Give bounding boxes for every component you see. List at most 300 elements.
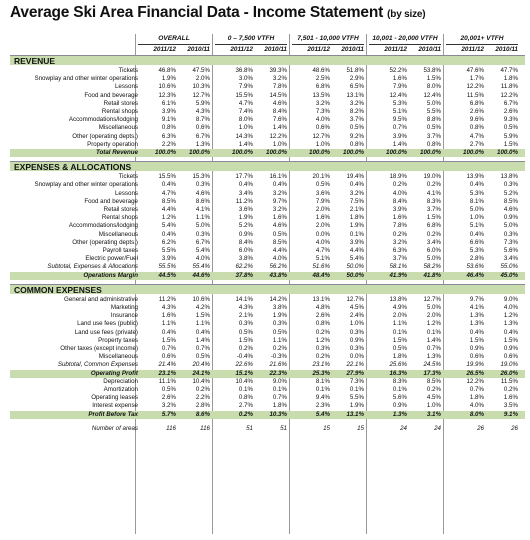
value-cell: 5.0% (469, 206, 484, 213)
table-row (10, 247, 525, 255)
value-cell: 13.9% (466, 173, 484, 181)
value-cell: 1.0% (315, 140, 330, 148)
value-cell: 0.4% (195, 328, 210, 336)
row-label: Depreciation (103, 377, 138, 385)
value-cell: 0.4% (161, 230, 176, 238)
table-row (10, 206, 525, 214)
value-cell: 4.4% (349, 247, 364, 254)
value-cell: 16.3% (389, 369, 407, 377)
value-cell: 4.7% (238, 99, 253, 107)
value-cell: 0.4% (272, 181, 287, 189)
year-label: 2010/11 (418, 46, 441, 53)
value-cell: 4.0% (315, 238, 330, 246)
value-cell: 11.5% (466, 91, 484, 99)
table-row (10, 402, 525, 410)
row-label: Tickets (118, 67, 138, 74)
table-row (10, 75, 525, 83)
value-cell: 5.4% (161, 222, 176, 230)
value-cell: 8.3% (426, 197, 441, 205)
value-cell: 0.8% (315, 320, 330, 328)
value-cell: 0.1% (392, 328, 407, 336)
value-cell: 10.3% (192, 83, 210, 91)
value-cell: 100.0% (155, 149, 176, 156)
area-count-cell: 51 (246, 424, 253, 432)
value-cell: 22.1% (346, 361, 364, 369)
value-cell: 14.2% (269, 295, 287, 303)
value-cell: 8.0% (469, 410, 484, 418)
value-cell: 13.8% (389, 295, 407, 303)
value-cell: 20.1% (312, 173, 330, 181)
value-cell: 0.2% (238, 345, 253, 352)
value-cell: 100.0% (266, 149, 287, 156)
row-label: Operating leases (91, 394, 138, 402)
value-cell: 1.2% (161, 214, 176, 222)
value-cell: 2.8% (469, 255, 484, 263)
value-cell: 5.5% (349, 394, 364, 402)
value-cell: 3.6% (238, 206, 253, 213)
value-cell: 8.7% (195, 116, 210, 124)
value-cell: 4.0% (195, 255, 210, 263)
value-cell: 10.6% (158, 83, 176, 91)
row-label: Insurance (110, 312, 138, 320)
row-label: Lessons (114, 189, 138, 197)
value-cell: 19.0% (500, 361, 518, 369)
value-cell: 1.2% (503, 312, 518, 320)
value-cell: 5.2% (238, 222, 253, 230)
value-cell: 4.8% (315, 304, 330, 311)
value-cell: 0.3% (315, 345, 330, 352)
value-cell: 55.4% (192, 263, 210, 271)
value-cell: 5.3% (469, 189, 484, 197)
row-label: Food and beverage (84, 91, 138, 99)
value-cell: 5.0% (503, 222, 518, 230)
value-cell: 12.2% (466, 83, 484, 91)
value-cell: 12.7% (346, 295, 364, 303)
value-cell: 47.5% (192, 67, 210, 74)
value-cell: 48.4% (312, 271, 330, 279)
value-cell: 3.1% (426, 410, 441, 418)
table-row (10, 370, 525, 378)
value-cell: 3.2% (272, 189, 287, 197)
value-cell: 3.2% (272, 206, 287, 213)
value-cell: 0.2% (392, 181, 407, 189)
value-cell: 2.6% (469, 108, 484, 115)
value-cell: 9.0% (272, 377, 287, 385)
value-cell: 8.2% (349, 108, 364, 115)
value-cell: 2.2% (161, 140, 176, 148)
row-label: Accommodations/lodging (68, 222, 138, 230)
value-cell: 13.1% (346, 91, 364, 99)
value-cell: 1.3% (195, 140, 210, 148)
row-label: Electric power/Fuel (85, 255, 138, 263)
row-label: Amortization (103, 386, 138, 393)
value-cell: 58.1% (389, 263, 407, 271)
value-cell: 52.2% (389, 67, 407, 74)
value-cell: 11.5% (500, 377, 518, 385)
row-label: Miscellaneous (98, 353, 138, 361)
value-cell: 0.8% (349, 140, 364, 148)
value-cell: 6.6% (469, 238, 484, 246)
value-cell: 1.1% (161, 320, 176, 328)
table-row (10, 263, 525, 271)
value-cell: 4.9% (392, 304, 407, 311)
value-cell: 6.0% (426, 247, 441, 254)
area-count-cell: 15 (323, 424, 330, 432)
row-label: Other taxes (except income) (60, 345, 138, 352)
row-label: Lessons (114, 83, 138, 91)
value-cell: 1.0% (426, 402, 441, 410)
table-row (10, 214, 525, 222)
year-label: 2010/11 (187, 46, 210, 53)
value-cell: 1.9% (349, 402, 364, 410)
value-cell: 3.5% (503, 402, 518, 410)
value-cell: 0.4% (469, 181, 484, 189)
value-cell: 0.9% (503, 214, 518, 222)
value-cell: 0.4% (469, 230, 484, 238)
value-cell: 44.5% (158, 271, 176, 279)
value-cell: 1.3% (469, 320, 484, 328)
value-cell: 5.4% (195, 247, 210, 254)
value-cell: 13.5% (312, 91, 330, 99)
value-cell: 5.2% (503, 189, 518, 197)
value-cell: 3.4% (238, 189, 253, 197)
value-cell: 10.4% (192, 377, 210, 385)
table-row (10, 329, 525, 337)
table-row (10, 116, 525, 124)
value-cell: 1.3% (469, 312, 484, 320)
value-cell: 0.4% (238, 181, 253, 189)
year-label: 2010/11 (495, 46, 518, 53)
value-cell: 0.0% (315, 230, 330, 238)
value-cell: -0.4% (236, 353, 253, 361)
value-cell: 0.2% (426, 181, 441, 189)
group-header: 7,501 - 10,000 VTFH (292, 34, 364, 45)
value-cell: 0.4% (161, 328, 176, 336)
value-cell: 11.2% (235, 197, 253, 205)
value-cell: 1.5% (469, 336, 484, 344)
value-cell: 18.9% (389, 173, 407, 181)
row-label: Property taxes (98, 336, 138, 344)
value-cell: 0.7% (161, 345, 176, 352)
value-cell: 3.4% (426, 238, 441, 246)
section-header: EXPENSES & ALLOCATIONS (10, 161, 525, 171)
value-cell: 1.4% (272, 124, 287, 132)
value-cell: 4.5% (426, 394, 441, 402)
value-cell: 1.5% (392, 336, 407, 344)
value-cell: 8.5% (503, 197, 518, 205)
value-cell: 2.2% (195, 394, 210, 402)
value-cell: 14.3% (235, 132, 253, 140)
value-cell: 0.3% (349, 328, 364, 336)
value-cell: 0.5% (349, 124, 364, 132)
value-cell: 0.5% (272, 230, 287, 238)
value-cell: 0.7% (195, 345, 210, 352)
table-row (10, 67, 525, 75)
table-row (10, 255, 525, 263)
year-label: 2011/12 (384, 46, 407, 53)
page-title (10, 4, 525, 26)
value-cell: 2.0% (315, 206, 330, 213)
value-cell: 0.1% (392, 386, 407, 393)
title-sub: (by size) (387, 9, 426, 20)
value-cell: 51.8% (346, 67, 364, 74)
section-header: COMMON EXPENSES (10, 284, 525, 294)
value-cell: 0.6% (161, 353, 176, 361)
value-cell: 4.5% (349, 304, 364, 311)
value-cell: 8.4% (238, 238, 253, 246)
table-row (10, 394, 525, 402)
row-label: General and administrative (64, 295, 138, 303)
value-cell: 0.4% (349, 181, 364, 189)
value-cell: 3.9% (392, 206, 407, 213)
value-cell: 100.0% (386, 149, 407, 156)
value-cell: 7.3% (315, 108, 330, 115)
value-cell: 0.3% (349, 345, 364, 352)
value-cell: 13.1% (312, 295, 330, 303)
value-cell: 20.4% (192, 361, 210, 369)
value-cell: 0.2% (503, 386, 518, 393)
row-label: Land use fees (private) (74, 328, 138, 336)
table-row (10, 198, 525, 206)
value-cell: 41.8% (423, 271, 441, 279)
value-cell: 5.5% (161, 247, 176, 254)
value-cell: 41.9% (389, 271, 407, 279)
row-label: Total Revenue (95, 149, 138, 156)
value-cell: 4.4% (272, 247, 287, 254)
value-cell: 23.1% (312, 361, 330, 369)
value-cell: 12.7% (192, 91, 210, 99)
value-cell: 3.2% (161, 402, 176, 410)
value-cell: 15.5% (158, 173, 176, 181)
value-cell: 5.3% (469, 247, 484, 254)
value-cell: 27.9% (346, 369, 364, 377)
value-cell: 1.9% (161, 75, 176, 83)
value-cell: 4.4% (161, 206, 176, 213)
value-cell: 5.7% (161, 410, 176, 418)
value-cell: 0.2% (426, 386, 441, 393)
value-cell: 0.0% (349, 353, 364, 361)
value-cell: 4.3% (238, 304, 253, 311)
value-cell: 3.7% (426, 206, 441, 213)
value-cell: 1.4% (238, 140, 253, 148)
value-cell: 1.4% (392, 140, 407, 148)
value-cell: 4.6% (272, 222, 287, 230)
table-row (10, 222, 525, 230)
row-label: Accommodations/lodging (68, 116, 138, 124)
value-cell: 24.5% (423, 361, 441, 369)
value-cell: 47.6% (466, 67, 484, 74)
value-cell: 22.6% (235, 361, 253, 369)
year-label: 2010/11 (264, 46, 287, 53)
value-cell: 7.6% (272, 116, 287, 124)
value-cell: 5.9% (195, 99, 210, 107)
row-label: Miscellaneous (98, 124, 138, 132)
value-cell: 3.9% (161, 108, 176, 115)
value-cell: 3.7% (426, 132, 441, 140)
value-cell: 15.5% (235, 91, 253, 99)
value-cell: 17.7% (235, 173, 253, 181)
value-cell: 12.4% (423, 91, 441, 99)
value-cell: 9.4% (315, 394, 330, 402)
value-cell: 1.4% (195, 336, 210, 344)
value-cell: 8.1% (315, 377, 330, 385)
value-cell: 17.3% (423, 369, 441, 377)
table-row (10, 361, 525, 369)
row-label: Tickets (118, 173, 138, 181)
value-cell: 6.0% (238, 247, 253, 254)
row-label: Interest expense (92, 402, 138, 410)
value-cell: 4.6% (195, 189, 210, 197)
value-cell: 4.0% (503, 304, 518, 311)
group-header: 0 – 7,500 VTFH (215, 34, 287, 45)
year-label: 2011/12 (230, 46, 253, 53)
row-label: Subtotal, Expenses & Allocations (47, 263, 138, 271)
value-cell: 4.7% (315, 247, 330, 254)
value-cell: 0.2% (315, 353, 330, 361)
value-cell: 19.4% (346, 173, 364, 181)
title-main: Average Ski Area Financial Data - Income Statement (10, 4, 384, 21)
value-cell: 15.3% (192, 173, 210, 181)
value-cell: 7.3% (349, 377, 364, 385)
value-cell: 0.9% (349, 336, 364, 344)
value-cell: 6.8% (315, 83, 330, 91)
value-cell: 5.4% (349, 255, 364, 263)
value-cell: 10.3% (269, 410, 287, 418)
table-row (10, 141, 525, 149)
table-row (10, 345, 525, 353)
value-cell: 1.9% (349, 222, 364, 230)
value-cell: 1.8% (349, 214, 364, 222)
value-cell: 16.1% (269, 173, 287, 181)
value-cell: 0.1% (272, 386, 287, 393)
table-row (10, 411, 525, 419)
value-cell: 50.0% (346, 263, 364, 271)
value-cell: 1.5% (195, 312, 210, 320)
area-count-cell: 116 (166, 424, 176, 432)
value-cell: 6.3% (392, 247, 407, 254)
value-cell: 2.6% (315, 312, 330, 320)
area-count-cell: 26 (477, 424, 484, 432)
value-cell: 55.0% (500, 263, 518, 271)
value-cell: 0.7% (469, 386, 484, 393)
value-cell: 12.2% (466, 377, 484, 385)
value-cell: 5.0% (426, 99, 441, 107)
value-cell: 0.6% (315, 124, 330, 132)
value-cell: 3.2% (315, 99, 330, 107)
value-cell: 62.2% (235, 263, 253, 271)
value-cell: 0.1% (238, 386, 253, 393)
value-cell: 56.2% (269, 263, 287, 271)
value-cell: 4.1% (426, 189, 441, 197)
value-cell: 1.4% (426, 336, 441, 344)
table-row (10, 149, 525, 157)
value-cell: 5.9% (503, 132, 518, 140)
value-cell: 9.1% (503, 410, 518, 418)
table-row (10, 320, 525, 328)
value-cell: 0.6% (195, 124, 210, 132)
value-cell: 0.5% (161, 386, 176, 393)
value-cell: 10.4% (235, 377, 253, 385)
value-cell: 1.0% (469, 214, 484, 222)
area-count-cell: 26 (511, 424, 518, 432)
row-label: Payroll taxes (102, 247, 138, 254)
row-label: Land use fees (public) (77, 320, 138, 328)
value-cell: 0.5% (315, 181, 330, 189)
value-cell: 37.8% (235, 271, 253, 279)
value-cell: 100.0% (309, 149, 330, 156)
value-cell: 45.0% (500, 271, 518, 279)
row-label: Rental shops (101, 214, 138, 222)
value-cell: 8.4% (392, 197, 407, 205)
value-cell: 0.5% (392, 345, 407, 352)
row-label: Miscellaneous (98, 230, 138, 238)
value-cell: 0.5% (503, 124, 518, 132)
value-cell: 1.5% (426, 75, 441, 83)
year-label: 2011/12 (153, 46, 176, 53)
row-label: Operations Margin (83, 271, 138, 279)
value-cell: 1.1% (272, 336, 287, 344)
value-cell: 6.3% (161, 132, 176, 140)
value-cell: 7.5% (349, 197, 364, 205)
value-cell: 15.1% (235, 369, 253, 377)
value-cell: 5.3% (392, 99, 407, 107)
value-cell: 1.5% (161, 336, 176, 344)
value-cell: 0.9% (469, 345, 484, 352)
value-cell: 5.1% (315, 255, 330, 263)
value-cell: 2.1% (238, 312, 253, 320)
value-cell: 8.0% (238, 116, 253, 124)
value-cell: 58.2% (423, 263, 441, 271)
value-cell: 25.3% (312, 369, 330, 377)
value-cell: 0.8% (426, 140, 441, 148)
area-count-cell: 116 (200, 424, 210, 432)
value-cell: 4.6% (503, 206, 518, 213)
value-cell: 8.5% (426, 377, 441, 385)
value-cell: 0.2% (426, 230, 441, 238)
value-cell: 100.0% (497, 149, 518, 156)
value-cell: 25.6% (389, 361, 407, 369)
value-cell: 7.3% (503, 238, 518, 246)
value-cell: 6.7% (503, 99, 518, 107)
value-cell: 3.0% (238, 75, 253, 83)
table-row (10, 190, 525, 198)
value-cell: 1.0% (238, 124, 253, 132)
value-cell: 1.8% (503, 75, 518, 83)
value-cell: 2.0% (315, 222, 330, 230)
value-cell: 5.5% (426, 108, 441, 115)
value-cell: 2.0% (392, 312, 407, 320)
value-cell: 8.8% (426, 116, 441, 124)
group-header: 10,001 - 20,000 VTFH (369, 34, 441, 45)
value-cell: 1.0% (349, 320, 364, 328)
value-cell: 1.1% (195, 320, 210, 328)
value-cell: 0.1% (426, 328, 441, 336)
value-cell: 0.3% (272, 320, 287, 328)
value-cell: 8.3% (392, 377, 407, 385)
row-label: Subtotal, Common Expenses (57, 361, 138, 369)
value-cell: 39.3% (269, 67, 287, 74)
value-cell: 3.2% (349, 189, 364, 197)
table-row (10, 239, 525, 247)
value-cell: 0.2% (272, 345, 287, 352)
value-cell: 5.0% (426, 255, 441, 263)
value-cell: 6.7% (195, 238, 210, 246)
section-header: REVENUE (10, 55, 525, 65)
value-cell: 8.0% (426, 83, 441, 91)
value-cell: 9.2% (349, 132, 364, 140)
table-row (10, 337, 525, 345)
value-cell: 5.6% (503, 247, 518, 254)
